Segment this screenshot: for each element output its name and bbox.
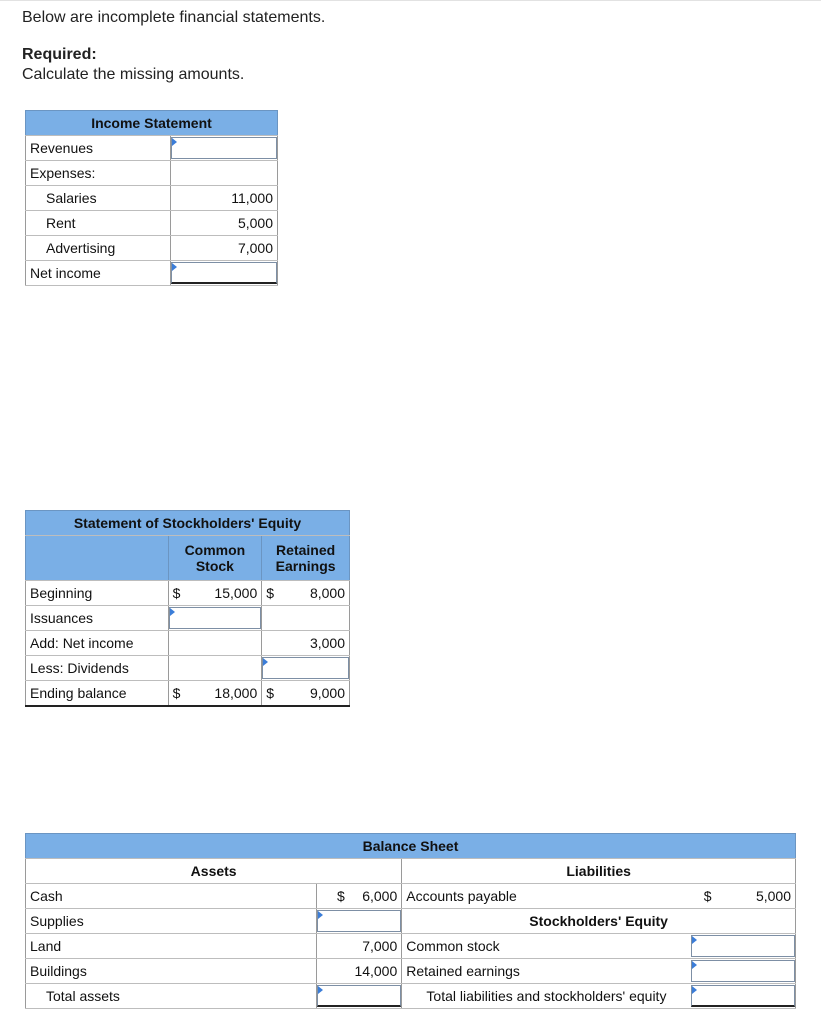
beginning-retained-value: 8,000 (286, 581, 350, 606)
add-net-income-label: Add: Net income (26, 631, 169, 656)
net-income-input[interactable] (171, 262, 277, 284)
balance-sheet-table (25, 833, 796, 1009)
total-assets-input-cell (317, 984, 402, 1009)
table-row (26, 656, 350, 681)
supplies-input[interactable] (317, 910, 401, 932)
table-row (26, 681, 350, 707)
revenues-input[interactable] (171, 137, 277, 159)
common-stock-label: Common stock (402, 934, 691, 959)
dollar-sign: $ (168, 581, 194, 606)
equity-statement-title: Statement of Stockholders' Equity (26, 511, 350, 536)
common-stock-header (168, 536, 262, 581)
required-label: Required: (22, 46, 97, 63)
dollar-sign: $ (317, 884, 349, 909)
intro-text: Below are incomplete financial statements. (22, 9, 326, 26)
dividends-input[interactable] (262, 657, 349, 679)
net-income-retained-value: 3,000 (262, 631, 350, 656)
dollar-sign: $ (691, 884, 716, 909)
equity-statement-table (25, 510, 350, 707)
empty-cell (170, 161, 277, 186)
issuances-label: Issuances (26, 606, 169, 631)
salaries-label: Salaries (26, 186, 171, 211)
common-stock-header-line2: Stock (195, 558, 234, 574)
retained-earnings-header-line2: Earnings (275, 558, 336, 574)
ending-balance-label: Ending balance (26, 681, 169, 707)
table-row (26, 934, 796, 959)
required-text: Calculate the missing amounts. (22, 66, 245, 83)
dollar-sign: $ (168, 681, 194, 707)
retained-earnings-label: Retained earnings (402, 959, 691, 984)
issuances-input-cell (168, 606, 262, 631)
accounts-payable-value: 5,000 (716, 884, 796, 909)
retained-earnings-input-cell (691, 959, 796, 984)
accounts-payable-label: Accounts payable (402, 884, 691, 909)
revenues-input-cell (170, 136, 277, 161)
supplies-input-cell (317, 909, 402, 934)
table-row (26, 859, 796, 884)
empty-cell (168, 656, 262, 681)
table-row (26, 884, 796, 909)
total-assets-input[interactable] (317, 985, 401, 1007)
table-row (26, 261, 278, 286)
expenses-label: Expenses: (26, 161, 171, 186)
dollar-sign: $ (262, 681, 286, 707)
table-row (26, 211, 278, 236)
salaries-value: 11,000 (170, 186, 277, 211)
common-stock-header-line1: Common (184, 542, 246, 558)
issuances-input[interactable] (169, 607, 262, 629)
dollar-sign: $ (262, 581, 286, 606)
ending-common-value: 18,000 (194, 681, 262, 707)
total-assets-label: Total assets (26, 984, 317, 1009)
net-income-label: Net income (26, 261, 171, 286)
ending-retained-value: 9,000 (286, 681, 350, 707)
table-row (26, 984, 796, 1009)
table-row (26, 136, 278, 161)
common-stock-input[interactable] (691, 935, 795, 957)
buildings-value: 14,000 (317, 959, 402, 984)
empty-cell (168, 631, 262, 656)
revenues-label: Revenues (26, 136, 171, 161)
equity-header-blank (26, 536, 169, 581)
total-liabilities-equity-label: Total liabilities and stockholders' equity (402, 984, 691, 1009)
retained-earnings-input[interactable] (691, 960, 795, 982)
table-row (26, 909, 796, 934)
beginning-common-value: 15,000 (194, 581, 262, 606)
table-row (26, 161, 278, 186)
table-row (26, 959, 796, 984)
cash-label: Cash (26, 884, 317, 909)
land-value: 7,000 (317, 934, 402, 959)
assets-header: Assets (26, 859, 402, 884)
liabilities-header: Liabilities (402, 859, 796, 884)
retained-earnings-header (262, 536, 350, 581)
empty-cell (262, 606, 350, 631)
top-divider (0, 0, 821, 1)
less-dividends-label: Less: Dividends (26, 656, 169, 681)
table-row (26, 581, 350, 606)
income-statement-title: Income Statement (26, 111, 278, 136)
total-liabilities-equity-input-cell (691, 984, 796, 1009)
table-row (26, 606, 350, 631)
total-liabilities-equity-input[interactable] (691, 985, 795, 1007)
buildings-label: Buildings (26, 959, 317, 984)
supplies-label: Supplies (26, 909, 317, 934)
income-statement-table (25, 110, 278, 286)
common-stock-input-cell (691, 934, 796, 959)
table-row (26, 631, 350, 656)
retained-earnings-header-line1: Retained (276, 542, 336, 558)
dividends-input-cell (262, 656, 350, 681)
advertising-label: Advertising (26, 236, 171, 261)
table-row (26, 236, 278, 261)
beginning-label: Beginning (26, 581, 169, 606)
advertising-value: 7,000 (170, 236, 277, 261)
balance-sheet-title: Balance Sheet (26, 834, 796, 859)
land-label: Land (26, 934, 317, 959)
net-income-input-cell (170, 261, 277, 286)
table-row (26, 186, 278, 211)
rent-value: 5,000 (170, 211, 277, 236)
cash-value: 6,000 (349, 884, 402, 909)
rent-label: Rent (26, 211, 171, 236)
stockholders-equity-header: Stockholders' Equity (402, 909, 796, 934)
